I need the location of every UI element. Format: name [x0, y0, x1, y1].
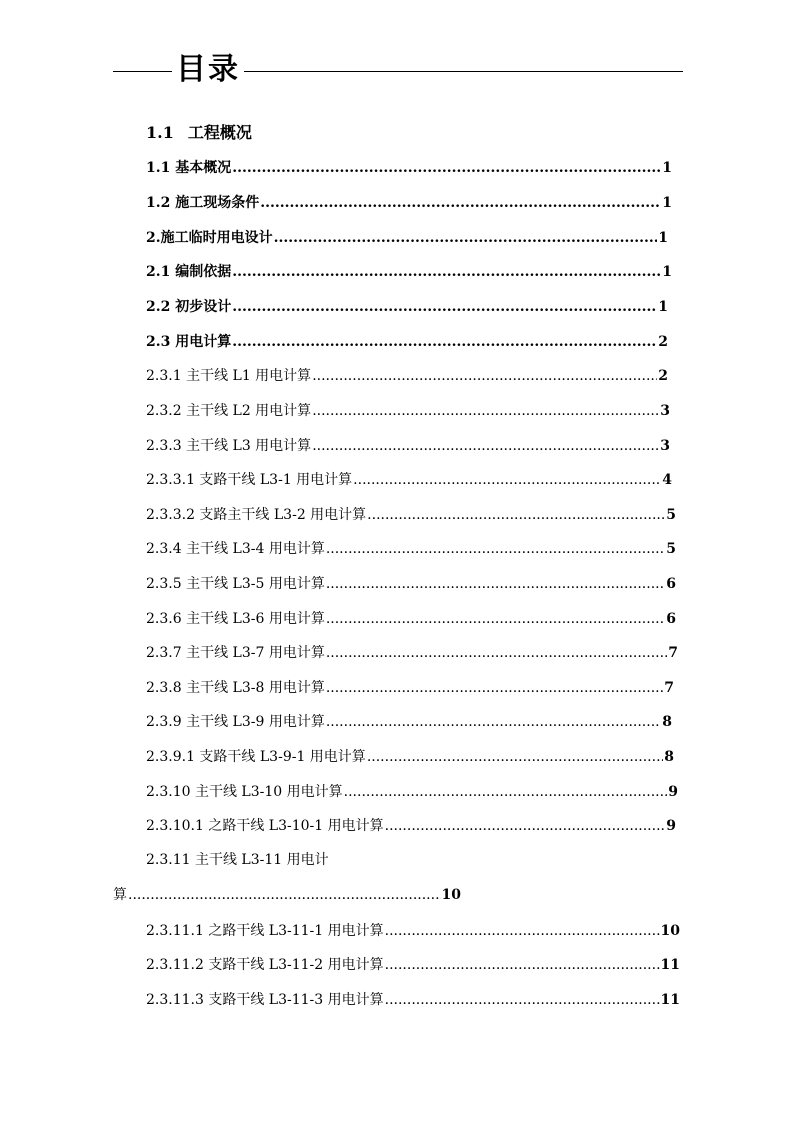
- leader-dots: [326, 643, 667, 663]
- toc-entry-wrapped-line1[interactable]: 2.3.11 主干线 L3-11 用电计: [146, 852, 329, 868]
- toc-entry[interactable]: [146, 609, 676, 629]
- leader-dots: [312, 436, 659, 456]
- toc-entry-label: 2.3.3.2 支路主干线 L3-2 用电计算: [146, 507, 367, 523]
- toc-entry-label: 2.3.9 主干线 L3-9 用电计算: [146, 714, 325, 730]
- leader-dots: [326, 539, 665, 559]
- toc-entry-page: 2: [658, 334, 668, 350]
- toc-entry-label: 2.3.6 主干线 L3-6 用电计算: [146, 611, 325, 627]
- toc-entry-page: 5: [666, 541, 676, 557]
- toc-entry[interactable]: [146, 643, 678, 663]
- toc-entry[interactable]: [146, 401, 670, 421]
- leader-dots: [232, 332, 657, 352]
- leader-dots: [353, 470, 661, 490]
- toc-entry-label: 2.3.2 主干线 L2 用电计算: [146, 403, 312, 419]
- toc-entry-label: 算: [113, 887, 127, 903]
- toc-entry-page: 10: [660, 923, 680, 939]
- leader-dots: [385, 990, 660, 1010]
- toc-entry-label: 1.1 基本概况: [146, 160, 232, 176]
- toc-entry-page: 9: [666, 818, 676, 834]
- toc-entry[interactable]: [146, 539, 676, 559]
- toc-entry-page: 10: [441, 887, 461, 903]
- toc-entry-label: 2.3.1 主干线 L1 用电计算: [146, 368, 312, 384]
- leader-dots: [312, 401, 659, 421]
- toc-entry-page: 8: [664, 749, 674, 765]
- toc-entry-label: 2.3.11.2 支路干线 L3-11-2 用电计算: [146, 957, 384, 973]
- toc-entry-page: 9: [668, 784, 678, 800]
- toc-entry-label: 2.3.3 主干线 L3 用电计算: [146, 438, 312, 454]
- toc-entry[interactable]: [146, 505, 676, 525]
- toc-entry[interactable]: [146, 228, 668, 248]
- toc-entry-page: 1: [662, 160, 672, 176]
- toc-entry-label: 2.3.11.1 之路干线 L3-11-1 用电计算: [146, 923, 384, 939]
- leader-dots: [385, 955, 660, 975]
- page-title: 目录: [172, 50, 244, 90]
- leader-dots: [326, 678, 663, 698]
- toc-entry[interactable]: [146, 747, 674, 767]
- leader-dots: [232, 158, 661, 178]
- toc-entry[interactable]: [146, 816, 676, 836]
- toc-entry-label: 2.3.7 主干线 L3-7 用电计算: [146, 645, 325, 661]
- toc-entry-label: 2.3.10.1 之路干线 L3-10-1 用电计算: [146, 818, 384, 834]
- toc-entry[interactable]: [146, 193, 672, 213]
- toc-entry-label: 2.3.5 主干线 L3-5 用电计算: [146, 576, 325, 592]
- leader-dots: [232, 297, 657, 317]
- toc-entry-label: 2.3.8 主干线 L3-8 用电计算: [146, 680, 325, 696]
- leader-dots: [326, 712, 661, 732]
- toc-entry-page: 3: [660, 403, 670, 419]
- leader-dots: [344, 782, 668, 802]
- toc-entry-label: 1.2 施工现场条件: [146, 195, 260, 211]
- toc-entry[interactable]: [146, 990, 680, 1010]
- leader-dots: [367, 747, 663, 767]
- toc-entry[interactable]: [146, 712, 672, 732]
- leader-dots: [260, 193, 661, 213]
- toc-entry-page: 1: [658, 299, 668, 315]
- toc-entry-page: 1: [658, 230, 668, 246]
- toc-entry-page: 11: [660, 957, 680, 973]
- leader-dots: [326, 609, 665, 629]
- leader-dots: [385, 816, 666, 836]
- toc-entry[interactable]: [146, 574, 676, 594]
- toc-entry-page: 7: [664, 680, 674, 696]
- toc-entry-page: 11: [660, 992, 680, 1008]
- toc-entry-label: 2.3.3.1 支路干线 L3-1 用电计算: [146, 472, 353, 488]
- toc-entry[interactable]: [146, 262, 672, 282]
- toc-entry[interactable]: [146, 332, 668, 352]
- leader-dots: [385, 921, 660, 941]
- toc-entry-page: 7: [668, 645, 678, 661]
- toc-entry-page: 5: [666, 507, 676, 523]
- toc-entry-wrapped-line2[interactable]: [113, 885, 461, 905]
- toc-entry[interactable]: [146, 921, 680, 941]
- toc-entry-label: 2.3.9.1 支路干线 L3-9-1 用电计算: [146, 749, 366, 765]
- toc-entry-label: 2.3.10 主干线 L3-10 用电计算: [146, 784, 343, 800]
- leader-dots: [367, 505, 665, 525]
- toc-entry[interactable]: [146, 470, 672, 490]
- section-label: 工程概况: [187, 123, 252, 142]
- section-number: 1.1: [146, 123, 174, 142]
- leader-dots: [128, 885, 441, 905]
- toc-entry-label: 2.1 编制依据: [146, 264, 232, 280]
- leader-dots: [326, 574, 665, 594]
- toc-entry[interactable]: [146, 158, 672, 178]
- toc-entry-label: 2.施工临时用电设计: [146, 230, 273, 246]
- leader-dots: [312, 366, 657, 386]
- toc-entry-label: 2.3 用电计算: [146, 334, 232, 350]
- toc-entry-page: 8: [662, 714, 672, 730]
- toc-entry-page: 1: [662, 195, 672, 211]
- toc-entry[interactable]: [146, 782, 678, 802]
- leader-dots: [274, 228, 658, 248]
- toc-entry-label: 2.2 初步设计: [146, 299, 232, 315]
- toc-entry[interactable]: [146, 366, 668, 386]
- toc-entry-page: 1: [662, 264, 672, 280]
- toc-entry-label: 2.3.4 主干线 L3-4 用电计算: [146, 541, 325, 557]
- toc-entry-page: 3: [660, 438, 670, 454]
- toc-entry-page: 2: [658, 368, 668, 384]
- leader-dots: [232, 262, 661, 282]
- toc-entry-page: 4: [662, 472, 672, 488]
- toc-entry-page: 6: [666, 576, 676, 592]
- toc-entry[interactable]: [146, 955, 680, 975]
- toc-entry-page: 6: [666, 611, 676, 627]
- toc-entry[interactable]: [146, 436, 670, 456]
- toc-entry[interactable]: [146, 678, 674, 698]
- toc-entry-label: 2.3.11.3 支路干线 L3-11-3 用电计算: [146, 992, 384, 1008]
- toc-entry[interactable]: [146, 297, 668, 317]
